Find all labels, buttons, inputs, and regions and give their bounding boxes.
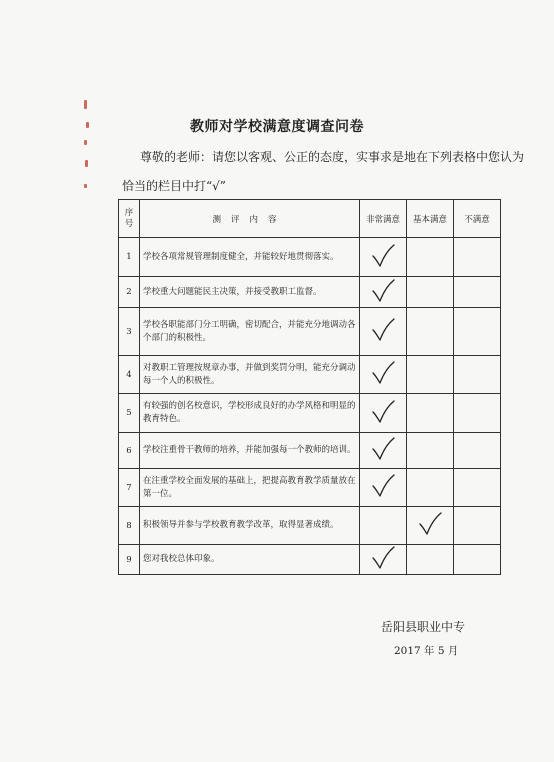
intro-text-line-1: 尊敬的老师：请您以客观、公正的态度，实事求是地在下列表格中您认为 (140, 150, 525, 164)
option-cell-very-satisfied[interactable] (360, 394, 407, 433)
option-cell-unsatisfied[interactable] (454, 545, 501, 575)
row-item-text: 您对我校总体印象。 (140, 545, 360, 575)
option-cell-basically-satisfied[interactable] (407, 545, 454, 575)
row-number: 5 (119, 394, 140, 433)
header-item: 测评内容 (140, 200, 360, 238)
option-cell-basically-satisfied[interactable] (407, 394, 454, 433)
option-cell-unsatisfied[interactable] (454, 433, 501, 469)
option-cell-unsatisfied[interactable] (454, 469, 501, 507)
option-cell-unsatisfied[interactable] (454, 394, 501, 433)
intro-text-line-2: 恰当的栏目中打“√” (122, 179, 226, 193)
option-cell-basically-satisfied[interactable] (407, 469, 454, 507)
document-date: 2017 年 5 月 (394, 645, 459, 657)
row-number: 3 (119, 308, 140, 356)
row-item-text: 对教职工管理按规章办事，并做到奖罚分明，能充分调动每一个人的积极性。 (140, 356, 360, 394)
table-row (119, 507, 501, 545)
option-cell-basically-satisfied[interactable] (407, 356, 454, 394)
table-row (119, 356, 501, 394)
page-title: 教师对学校满意度调查问卷 (190, 119, 364, 135)
option-cell-basically-satisfied[interactable] (407, 507, 454, 545)
header-option-basically-satisfied: 基本满意 (407, 200, 454, 238)
header-option-unsatisfied: 不满意 (454, 200, 501, 238)
option-cell-unsatisfied[interactable] (454, 277, 501, 308)
option-cell-unsatisfied[interactable] (454, 507, 501, 545)
table-row (119, 433, 501, 469)
row-item-text: 学校各项常规管理制度健全，并能较好地贯彻落实。 (140, 238, 360, 277)
row-item-text: 在注重学校全面发展的基础上，把提高教育教学质量放在第一位。 (140, 469, 360, 507)
option-cell-unsatisfied[interactable] (454, 356, 501, 394)
row-number: 2 (119, 277, 140, 308)
checkmark-icon (370, 278, 396, 307)
table-row (119, 308, 501, 356)
row-item-text: 学校注重骨干教师的培养，并能加强每一个教师的培训。 (140, 433, 360, 469)
header-option-very-satisfied: 非常满意 (360, 200, 407, 238)
row-number: 6 (119, 433, 140, 469)
header-no: 序 号 (119, 200, 140, 238)
checkmark-icon (370, 545, 396, 574)
checkmark-icon (370, 399, 396, 428)
checkmark-icon (370, 473, 396, 502)
option-cell-very-satisfied[interactable] (360, 238, 407, 277)
option-cell-unsatisfied[interactable] (454, 238, 501, 277)
table-row (119, 545, 501, 575)
option-cell-basically-satisfied[interactable] (407, 238, 454, 277)
option-cell-basically-satisfied[interactable] (407, 433, 454, 469)
option-cell-basically-satisfied[interactable] (407, 308, 454, 356)
table-row (119, 469, 501, 507)
table-header-row (119, 200, 501, 238)
row-number: 4 (119, 356, 140, 394)
option-cell-basically-satisfied[interactable] (407, 277, 454, 308)
row-number: 1 (119, 238, 140, 277)
option-cell-unsatisfied[interactable] (454, 308, 501, 356)
option-cell-very-satisfied[interactable] (360, 356, 407, 394)
row-number: 9 (119, 545, 140, 575)
option-cell-very-satisfied[interactable] (360, 308, 407, 356)
row-item-text: 学校重大问题能民主决策，并接受教职工监督。 (140, 277, 360, 308)
checkmark-icon (370, 243, 396, 272)
row-number: 7 (119, 469, 140, 507)
row-item-text: 有较强的创名校意识，学校形成良好的办学风格和明显的教育特色。 (140, 394, 360, 433)
row-item-text: 学校各职能部门分工明确，密切配合，并能充分地调动各个部门的积极性。 (140, 308, 360, 356)
checkmark-icon (370, 317, 396, 346)
table-row (119, 238, 501, 277)
row-number: 8 (119, 507, 140, 545)
option-cell-very-satisfied[interactable] (360, 545, 407, 575)
table-row (119, 277, 501, 308)
option-cell-very-satisfied[interactable] (360, 433, 407, 469)
option-cell-very-satisfied[interactable] (360, 277, 407, 308)
option-cell-very-satisfied[interactable] (360, 507, 407, 545)
survey-table (118, 199, 501, 575)
table-row (119, 394, 501, 433)
checkmark-icon (417, 511, 443, 540)
checkmark-icon (370, 360, 396, 389)
row-item-text: 积极领导并参与学校教育教学改革，取得显著成绩。 (140, 507, 360, 545)
organization-name: 岳阳县职业中专 (381, 620, 466, 634)
checkmark-icon (370, 436, 396, 465)
option-cell-very-satisfied[interactable] (360, 469, 407, 507)
